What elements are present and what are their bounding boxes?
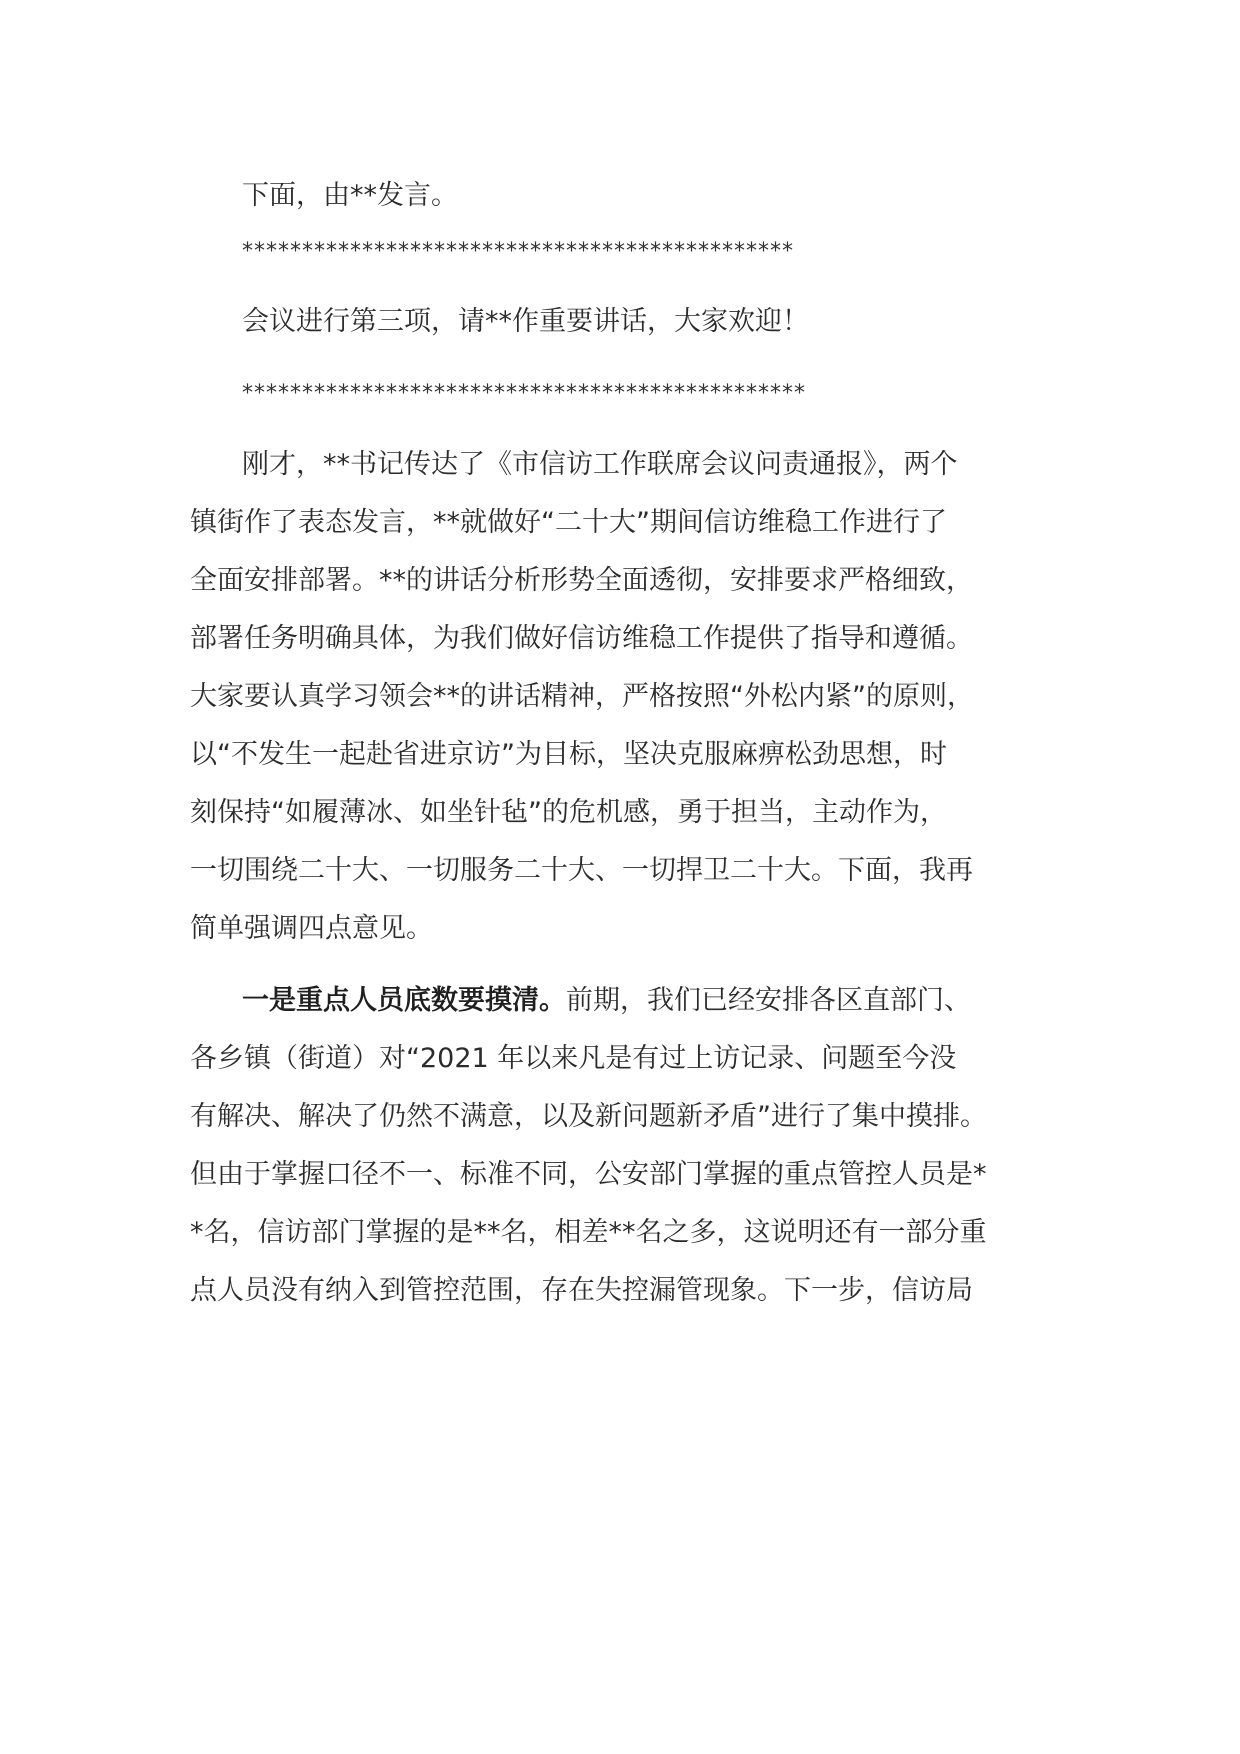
paragraph-line: 点人员没有纳入到管控范围，存在失控漏管现象。下一步，信访局	[190, 1275, 973, 1306]
paragraph-line: 各乡镇（街道）对“2021 年以来凡是有过上访记录、问题至今没	[190, 1043, 957, 1074]
paragraph-line: 全面安排部署。**的讲话分析形势全面透彻，安排要求严格细致，	[190, 565, 973, 596]
paragraph-line: 刚才，**书记传达了《市信访工作联席会议问责通报》，两个	[242, 449, 958, 480]
paragraph-line: 以“不发生一起赴省进京访”为目标，坚决克服麻痹松劲思想，时	[190, 739, 947, 770]
section-text: 前期，我们已经安排各区直部门、	[566, 985, 971, 1016]
paragraph-line: *名，信访部门掌握的是**名，相差**名之多，这说明还有一部分重	[190, 1217, 987, 1248]
section-heading: 一是重点人员底数要摸清。	[242, 985, 566, 1016]
speaker-intro-line: 下面，由**发言。	[242, 180, 458, 211]
agenda-item-line: 会议进行第三项，请**作重要讲话，大家欢迎！	[242, 306, 809, 337]
paragraph-line: 大家要认真学习领会**的讲话精神，严格按照“外松内紧”的原则，	[190, 681, 974, 712]
paragraph-line: 但由于掌握口径不一、标准不同，公安部门掌握的重点管控人员是*	[190, 1159, 987, 1190]
paragraph-line: 刻保持“如履薄冰、如坐针毡”的危机感，勇于担当，主动作为，	[190, 797, 947, 828]
paragraph-line	[242, 981, 971, 1021]
separator-stars: **********************************************	[242, 239, 794, 264]
paragraph-line: 部署任务明确具体，为我们做好信访维稳工作提供了指导和遵循。	[190, 623, 973, 654]
separator-stars: ***********************************************	[242, 381, 806, 406]
paragraph-line: 一切围绕二十大、一切服务二十大、一切捍卫二十大。下面，我再	[190, 855, 973, 886]
paragraph-line: 有解决、解决了仍然不满意，以及新问题新矛盾”进行了集中摸排。	[190, 1101, 987, 1132]
paragraph-line: 镇街作了表态发言，**就做好“二十大”期间信访维稳工作进行了	[190, 507, 947, 538]
paragraph-line: 简单强调四点意见。	[190, 913, 433, 944]
